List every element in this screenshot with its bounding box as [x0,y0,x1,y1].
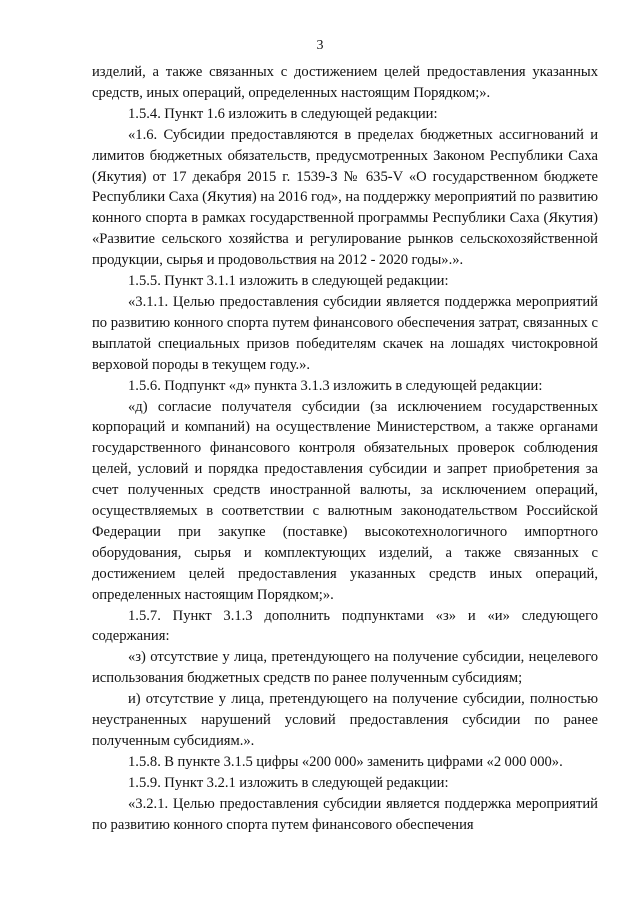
paragraph-1-5-6: 1.5.6. Подпункт «д» пункта 3.1.3 изложить в следующей редакции: [128,377,543,394]
page-number: 3 [316,38,324,53]
paragraph-1-6-text: «1.6. Субсидии предоставляются в пределах бюджетных ассигнований и лимитов бюджетных обязательств, предусмотренных Законом Республики Саха (Якутия) от 17 декабря 2015 г. 1539-З № 635-V «О государственном бюджете Республики Саха (Якутия) на 2016 год», на поддержку мероприятий по развитию конного спорта в рамках государственной программы Республики Саха (Якутия) «Развитие сельского хозяйства и регулирование рынков сельскохозяйственной продукции, сырья и продовольствия на 2012 - 2020 годы».». [92,126,598,269]
paragraph-1-5-9: 1.5.9. Пункт 3.2.1 изложить в следующей редакции: [128,774,449,791]
paragraph-subitem-d-text: «д) согласие получателя субсидии (за исключением государственных корпораций и компаний) на осуществление Министерством, а также органами государственного финансового контроля обязательных проверок соблюдения целей, условий и порядка предоставления субсидии и запрет приобретения за счет полученных средств иностранной валюты, за исключением операций, осуществляемых в соответствии с валютным законодательством Российской Федерации при закупке (поставке) высокотехнологичного импортного оборудования, сырья и комплектующих изделий, а также связанных с достижением целей предоставления указанных средств иных операций, определенных настоящим Порядком;». [92,398,598,603]
paragraph-continuation: изделий, а также связанных с достижением целей предоставления указанных средств, иных операций, определенных настоящим Порядком;». [92,64,598,101]
paragraph-1-5-7: 1.5.7. Пункт 3.1.3 дополнить подпунктами «з» и «и» следующего содержания: [92,607,598,645]
paragraph-1-5-8: 1.5.8. В пункте 3.1.5 цифры «200 000» заменить цифрами «2 000 000». [128,753,563,770]
document-body [92,62,598,836]
paragraph-subitem-i-text: и) отсутствие у лица, претендующего на получение субсидии, полностью неустраненных нарушений условий предоставления субсидии по ранее полученным субсидиям.». [92,691,598,749]
paragraph-3-2-1-text: «3.2.1. Целью предоставления субсидии является поддержка мероприятий по развитию конного спорта путем финансового обеспечения [92,795,598,833]
paragraph-subitem-z-text: «з) отсутствие у лица, претендующего на получение субсидии, нецелевого использования бюджетных средств по ранее полученным субсидиям; [92,649,598,687]
paragraph-1-5-5: 1.5.5. Пункт 3.1.1 изложить в следующей редакции: [128,273,449,290]
paragraph-3-1-1-text: «3.1.1. Целью предоставления субсидии является поддержка мероприятий по развитию конного спорта путем финансового обеспечения затрат, связанных с выплатой специальных призов победителям скачек на лошадях чистокровной верховой породы в текущем году.». [92,293,598,373]
paragraph-1-5-4: 1.5.4. Пункт 1.6 изложить в следующей редакции: [128,105,438,122]
